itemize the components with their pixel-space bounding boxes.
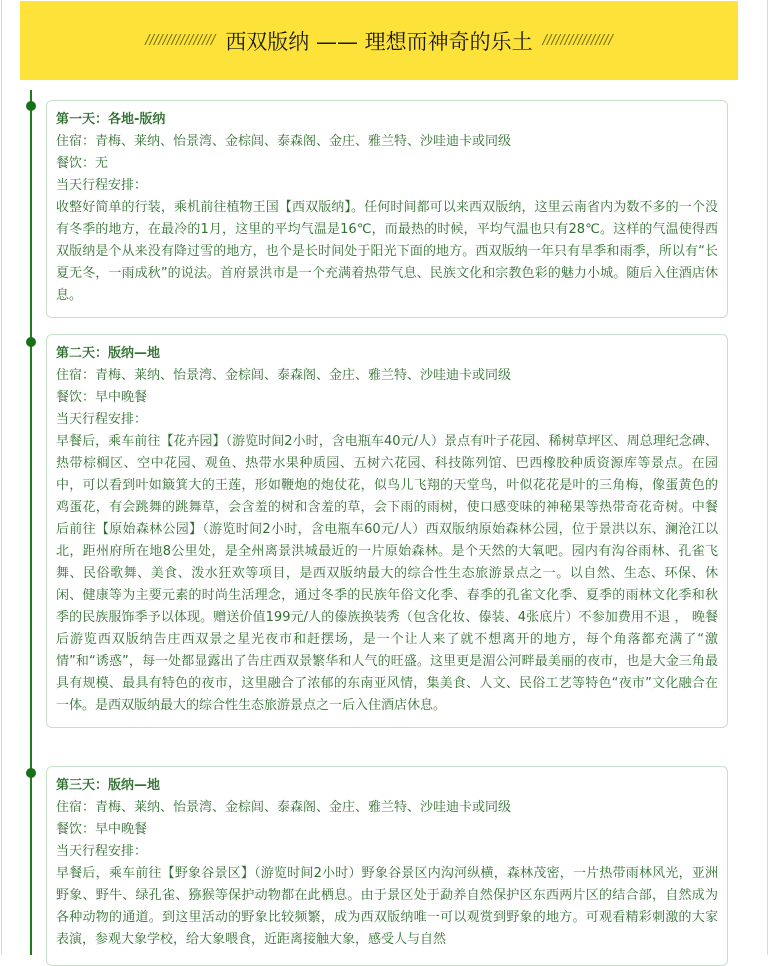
timeline-dot-day-2 [26, 337, 36, 347]
timeline-line [30, 90, 32, 955]
page-title: 西双版纳 —— 理想而神奇的乐土 [225, 29, 533, 54]
page-header [20, 1, 738, 80]
day-card-3 [46, 766, 728, 966]
timeline-dot-day-1 [26, 101, 36, 111]
day-description: 早餐后，乘车前往【花卉园】（游览时间2小时，含电瓶车40元/人）景点有叶子花园、稀树草坪区、周总理纪念碑、热带棕榈区、空中花园、观鱼、热带水果种质园、五树六花园、科技陈列馆、巴西橡胶种质资源库等景点。在园中，可以看到叶如簸箕大的王莲，形如鞭炮的炮仗花，似鸟儿飞翔的天堂鸟，叶似花花是叶的三角梅，像蛋黄色的鸡蛋花，有会跳舞的跳舞草，会含羞的树和含羞的草，会下雨的雨树，使口感变味的神秘果等热带奇花奇树。中餐后前往【原始森林公园】（游览时间2小时，含电瓶车60元/人）西双版纳原始森林公园，位于景洪以东、澜沧江以北，距州府所在地8公里处，是全州离景洪城最近的一片原始森林。是个天然的大氧吧。园内有沟谷雨林、孔雀飞舞、民俗歌舞、美食、泼水狂欢等项目，是西双版纳最大的综合性生态旅游景点之一。以自然、生态、环保、休闲、健康等为主要元素的时尚生活理念，通过冬季的民族年俗文化季、春季的孔雀文化季、夏季的雨林文化季和秋季的民族服饰季予以体现。赠送价值199元/人的傣族换装秀（包含化妆、傣装、4张底片）不参加费用不退 ， 晚餐后游览西双版纳告庄西双景之星光夜市和赶摆场，是一个让人来了就不想离开的地方，每个角落都充满了“激情”和“诱惑”，每一处都显露出了告庄西双景繁华和人气的旺盛。这里更是湄公河畔最美丽的夜市，也是大金三角最具有规模、最具有特色的夜市，这里融合了浓郁的东南亚风情，集美食、人文、民俗工艺等特色“夜市”文化融合在一体。是西双版纳最大的综合性生态旅游景点之一后入住酒店休息。 [56, 434, 718, 713]
day-card-1 [46, 100, 728, 318]
day-lodging: 住宿：青梅、莱纳、怡景湾、金棕闾、泰森阁、金庄、雅兰特、沙哇迪卡或同级 [56, 800, 512, 815]
header-decoration-left: //////////////// [145, 33, 216, 48]
day-card-2 [46, 334, 728, 728]
day-schedule-label: 当天行程安排： [56, 412, 148, 427]
day-schedule-label: 当天行程安排： [56, 178, 148, 193]
day-schedule-label: 当天行程安排： [56, 844, 148, 859]
day-description: 早餐后，乘车前往【野象谷景区】（游览时间2小时）野象谷景区内沟河纵横，森林茂密，一片热带雨林风光，亚洲野象、野牛、绿孔雀、猕猴等保护动物都在此栖息。由于景区处于勐养自然保护区东西两片区的结合部，自然成为各种动物的通道。到这里活动的野象比较频繁，成为西双版纳唯一可以观赏到野象的地方。可观看精彩刺激的大家表演，参观大象学校，给大象喂食，近距离接触大象，感受人与自然 [56, 866, 718, 947]
header-decoration-right: //////////////// [542, 33, 613, 48]
day-lodging: 住宿：青梅、莱纳、怡景湾、金棕闾、泰森阁、金庄、雅兰特、沙哇迪卡或同级 [56, 368, 512, 383]
day-meals: 餐饮：早中晚餐 [56, 390, 148, 405]
day-meals: 餐饮：早中晚餐 [56, 822, 148, 837]
day-title: 第二天：版纳—地 [56, 346, 161, 361]
day-description: 收整好简单的行装，乘机前往植物王国【西双版纳】。任何时间都可以来西双版纳，这里云南省内为数不多的一个没有冬季的地方，在最冷的1月，这里的平均气温是16℃，而最热的时候，平均气温也只有28℃。这样的气温使得西双版纳是个从来没有降过雪的地方，也个是长时间处于阳光下面的地方。西双版纳一年只有旱季和雨季，所以有“长夏无冬，一雨成秋”的说法。首府景洪市是一个充满着热带气息、民族文化和宗教色彩的魅力小城。随后入住酒店休息。 [56, 200, 718, 303]
day-title: 第三天：版纳—地 [56, 778, 161, 793]
day-lodging: 住宿：青梅、莱纳、怡景湾、金棕闾、泰森阁、金庄、雅兰特、沙哇迪卡或同级 [56, 134, 512, 149]
day-meals: 餐饮：无 [56, 156, 109, 171]
day-title: 第一天：各地-版纳 [56, 112, 166, 127]
timeline-dot-day-3 [26, 768, 36, 778]
